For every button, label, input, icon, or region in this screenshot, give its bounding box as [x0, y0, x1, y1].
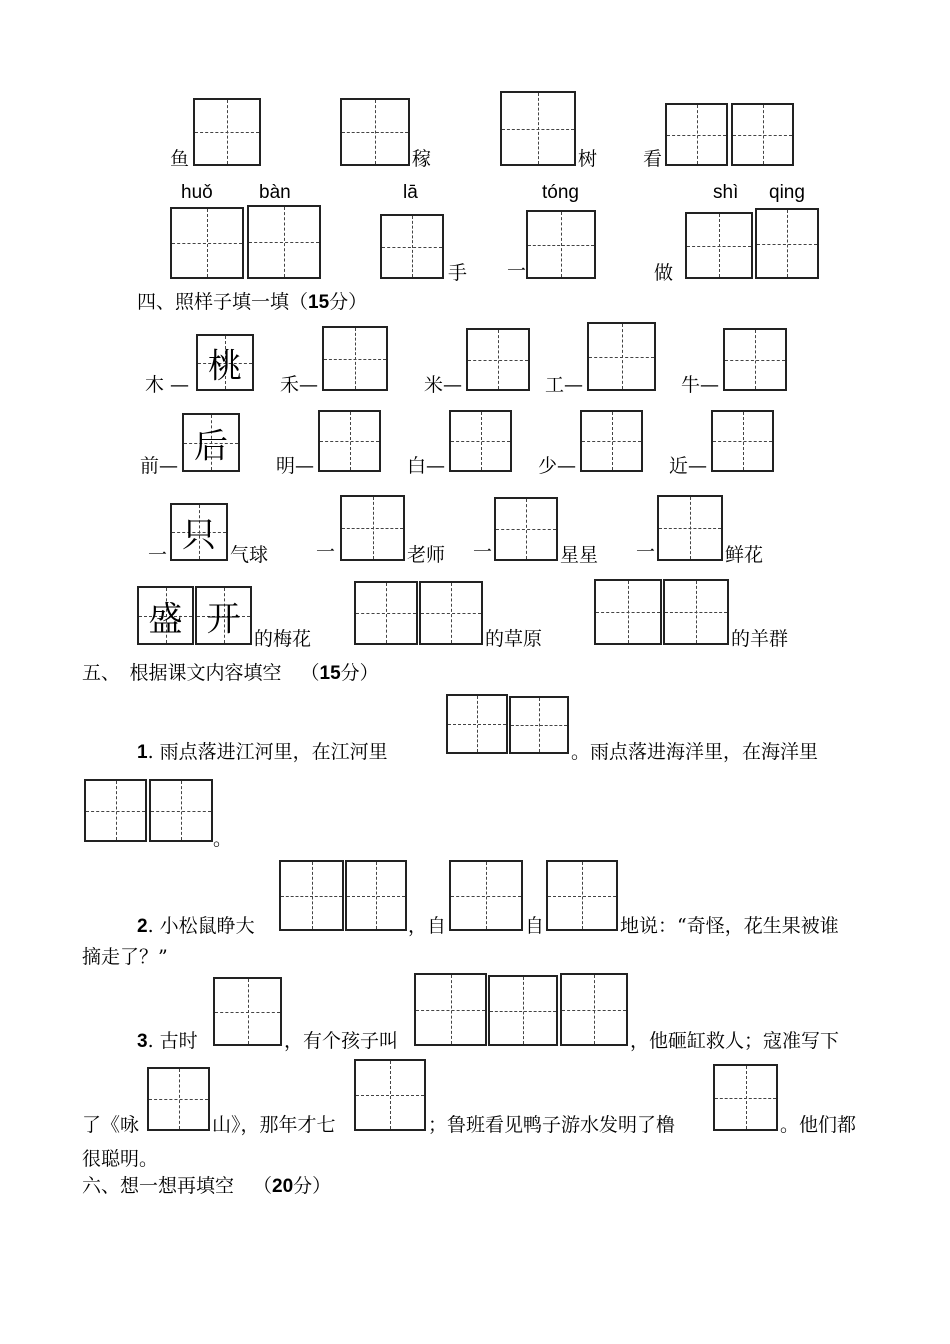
label-yangqun: 的羊群 [731, 628, 789, 650]
writing-box[interactable] [723, 328, 787, 391]
writing-box[interactable] [345, 860, 407, 931]
char-shu: 树 [578, 148, 598, 170]
label-yi: 一 [316, 541, 336, 563]
section6-title: 六、想一想再填空 （20分） [82, 1175, 332, 1197]
example-box: 盛 [137, 586, 194, 645]
writing-box[interactable] [711, 410, 774, 472]
example-box: 桃 [196, 334, 254, 391]
q3-text-g: 。他们都 [780, 1114, 857, 1136]
writing-box[interactable] [340, 98, 410, 166]
label-laoshi: 老师 [407, 544, 446, 566]
label-bai: 白— [407, 455, 446, 477]
writing-box[interactable] [446, 694, 508, 754]
label-caoyuan: 的草原 [485, 628, 543, 650]
writing-box[interactable] [560, 973, 628, 1046]
label-shao: 少— [538, 455, 577, 477]
writing-box[interactable] [713, 1064, 778, 1131]
writing-box[interactable] [84, 779, 147, 842]
label-gong: 工— [545, 374, 584, 396]
writing-box[interactable] [665, 103, 728, 166]
writing-box[interactable] [322, 326, 388, 391]
writing-box[interactable] [509, 696, 569, 754]
q3-text-d: 了《咏 [82, 1114, 140, 1136]
label-ming: 明— [276, 455, 315, 477]
writing-box[interactable] [731, 103, 794, 166]
q3-text-b: ，有个孩子叫 [284, 1030, 399, 1052]
q2-text-a: 2. 小松鼠睁大 [137, 915, 255, 937]
char-kan: 看 [643, 148, 663, 170]
label-qiqiu: 气球 [230, 544, 269, 566]
char-shou: 手 [448, 262, 468, 284]
label-jin: 近— [669, 455, 708, 477]
writing-box[interactable] [488, 975, 558, 1046]
example-box: 后 [182, 413, 240, 472]
q3-text-f: ；鲁班看见鸭子游水发明了橹 [428, 1114, 676, 1136]
q3-text-h: 很聪明。 [82, 1148, 159, 1170]
writing-box[interactable] [546, 860, 618, 931]
pinyin-ban: bàn [259, 182, 291, 203]
writing-box[interactable] [657, 495, 723, 561]
label-yi: 一 [473, 541, 493, 563]
label-xingxing: 星星 [560, 544, 599, 566]
writing-box[interactable] [318, 410, 381, 472]
writing-box[interactable] [449, 860, 523, 931]
writing-box[interactable] [587, 322, 656, 391]
writing-box[interactable] [594, 579, 662, 645]
writing-box[interactable] [685, 212, 753, 279]
q2-text-c: 自 [525, 915, 545, 937]
writing-box[interactable] [170, 207, 244, 279]
writing-box[interactable] [449, 410, 512, 472]
example-box: 开 [195, 586, 252, 645]
label-xianhua: 鲜花 [725, 544, 764, 566]
char-yu: 鱼 [170, 148, 190, 170]
label-niu: 牛— [681, 374, 720, 396]
q1-text-c: 。 [213, 828, 233, 850]
label-meihua: 的梅花 [254, 628, 312, 650]
label-qian: 前— [140, 455, 179, 477]
q3-text-e: 山》，那年才七 [212, 1114, 336, 1136]
writing-box[interactable] [526, 210, 596, 279]
char-yi: 一 [507, 260, 527, 282]
section4-title: 四、照样子填一填（15分） [137, 291, 368, 313]
q3-text-c: ，他砸缸救人；寇准写下 [630, 1030, 840, 1052]
q3-text-a: 3. 古时 [137, 1030, 198, 1052]
writing-box[interactable] [147, 1067, 210, 1131]
writing-box[interactable] [419, 581, 483, 645]
q2-text-d: 地说：“奇怪，花生果被谁 [620, 915, 839, 937]
pinyin-qing: qing [769, 182, 805, 203]
label-yi: 一 [148, 544, 168, 566]
writing-box[interactable] [193, 98, 261, 166]
label-mu: 木 — [145, 374, 190, 396]
writing-box[interactable] [414, 973, 487, 1046]
pinyin-huo: huǒ [181, 182, 213, 203]
label-he: 禾— [280, 374, 319, 396]
q2-text-e: 摘走了？” [82, 946, 168, 968]
writing-box[interactable] [500, 91, 576, 166]
writing-box[interactable] [466, 328, 530, 391]
writing-box[interactable] [663, 579, 729, 645]
writing-box[interactable] [755, 208, 819, 279]
writing-box[interactable] [213, 977, 282, 1046]
writing-box[interactable] [380, 214, 444, 279]
pinyin-shi: shì [713, 182, 739, 203]
pinyin-la: lā [403, 182, 418, 203]
char-zuo: 做 [654, 262, 674, 284]
writing-box[interactable] [354, 581, 418, 645]
writing-box[interactable] [247, 205, 321, 279]
q1-text-b: 。雨点落进海洋里，在海洋里 [571, 741, 819, 763]
writing-box[interactable] [354, 1059, 426, 1131]
example-box: 只 [170, 503, 228, 561]
writing-box[interactable] [494, 497, 558, 561]
writing-box[interactable] [149, 779, 213, 842]
label-mi: 米— [424, 374, 463, 396]
q1-text-a: 1. 雨点落进江河里，在江河里 [137, 741, 388, 763]
writing-box[interactable] [340, 495, 405, 561]
section5-title: 五、 根据课文内容填空 （15分） [82, 662, 379, 684]
char-jia: 稼 [412, 148, 432, 170]
label-yi: 一 [636, 541, 656, 563]
writing-box[interactable] [279, 860, 344, 931]
pinyin-tong: tóng [542, 182, 579, 203]
q2-text-b: ，自 [408, 915, 447, 937]
writing-box[interactable] [580, 410, 643, 472]
